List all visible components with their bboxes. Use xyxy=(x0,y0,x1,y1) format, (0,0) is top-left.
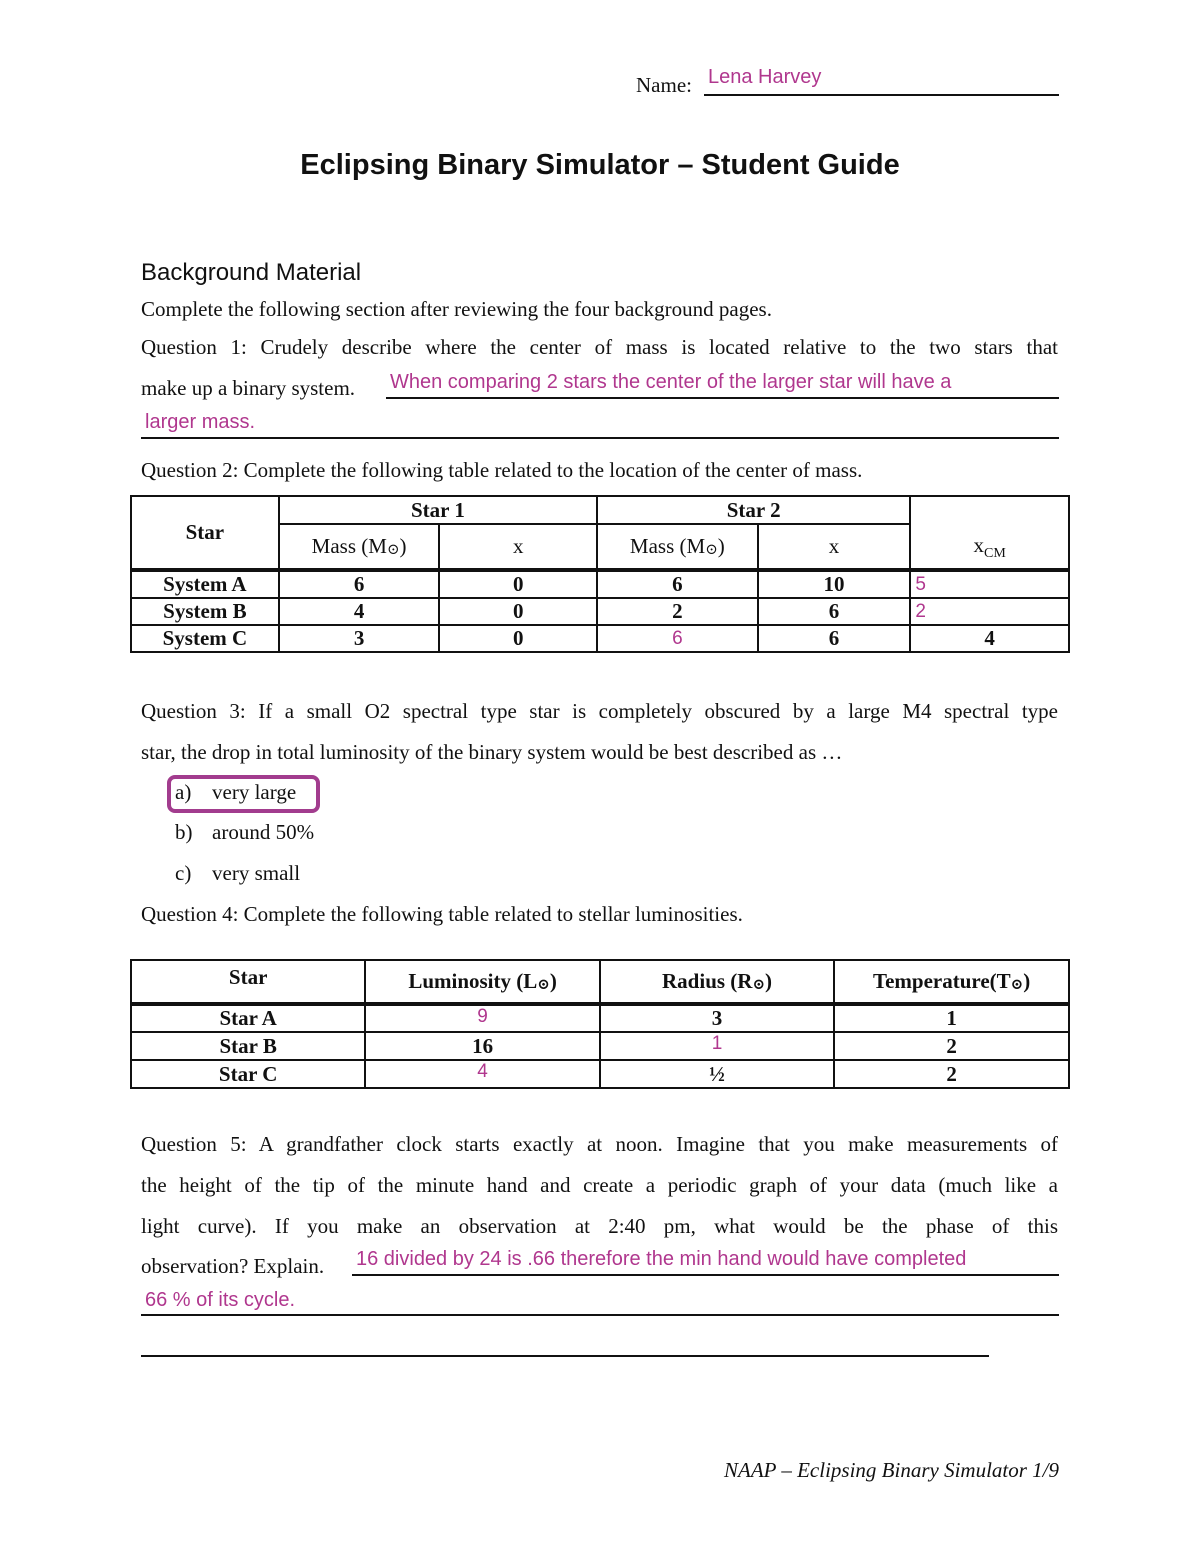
q3-line2: star, the drop in total luminosity of the binary system would be best described as … xyxy=(141,740,843,764)
q5-underline-2 xyxy=(141,1314,1059,1316)
header-star2: Star 2 xyxy=(597,496,910,524)
cell-temperature: 2 xyxy=(834,1032,1069,1060)
cell-xcm-answer[interactable]: 5 xyxy=(910,570,1069,598)
row-name: Star A xyxy=(131,1004,365,1032)
cell-m2: 6 xyxy=(597,570,758,598)
table-row xyxy=(131,570,1069,598)
header-xcm: $x_{CM}$ xyxy=(910,496,1069,570)
option-b[interactable]: b) around 50% xyxy=(175,820,315,844)
q5-line1: Question 5: A grandfather clock starts exactly at noon. Imagine that you make measurements of xyxy=(141,1132,1058,1156)
q1-line1: Question 1: Crudely describe where the center of mass is located relative to the two stars that xyxy=(141,335,1058,359)
cell-xcm-answer[interactable]: 2 xyxy=(910,598,1069,625)
name-underline xyxy=(704,94,1059,96)
cell-radius: ½ xyxy=(600,1060,834,1088)
page-title: Eclipsing Binary Simulator – Student Guide xyxy=(300,149,900,181)
table-row xyxy=(131,1032,1069,1060)
q3-line1: Question 3: If a small O2 spectral type star is completely obscured by a large M4 spectral type xyxy=(141,699,1058,723)
q1-line2: make up a binary system. xyxy=(141,376,356,400)
cell-m2-answer[interactable]: 6 xyxy=(597,625,758,652)
cell-radius-answer[interactable]: 1 xyxy=(600,1032,834,1060)
header-mass-2: Mass (M⊙) xyxy=(597,524,758,570)
header-luminosity: Luminosity (L⊙) xyxy=(365,960,600,1004)
q5-line3: light curve). If you make an observation at 2:40 pm, what would be the phase of this xyxy=(141,1214,1058,1238)
cell-x1: 0 xyxy=(439,625,597,652)
q4-prompt: Question 4: Complete the following table related to stellar luminosities. xyxy=(141,902,743,926)
q5-answer-line1[interactable]: 16 divided by 24 is .66 therefore the min hand would have completed xyxy=(356,1248,967,1270)
header-star: Star xyxy=(131,496,279,570)
q2-prompt: Question 2: Complete the following table related to the location of the center of mass. xyxy=(141,458,863,482)
row-name: Star B xyxy=(131,1032,365,1060)
option-a[interactable]: a) very large xyxy=(175,780,297,804)
header-temperature: Temperature(T⊙) xyxy=(834,960,1069,1004)
cell-m1: 3 xyxy=(279,625,440,652)
cell-luminosity-answer[interactable]: 4 xyxy=(365,1060,600,1088)
cell-x2: 6 xyxy=(758,598,911,625)
q5-line4: observation? Explain. xyxy=(141,1254,325,1278)
section-heading: Background Material xyxy=(141,259,362,286)
cell-temperature: 2 xyxy=(834,1060,1069,1088)
table-row xyxy=(131,598,1069,625)
row-name: System A xyxy=(131,570,279,598)
cell-x1: 0 xyxy=(439,598,597,625)
name-value[interactable]: Lena Harvey xyxy=(708,66,822,88)
cell-m1: 4 xyxy=(279,598,440,625)
q5-line2: the height of the tip of the minute hand and create a periodic graph of your data (much like a xyxy=(141,1173,1058,1197)
q5-answer-line2[interactable]: 66 % of its cycle. xyxy=(145,1289,296,1311)
cell-x1: 0 xyxy=(439,570,597,598)
table-row xyxy=(131,625,1069,652)
q1-answer-line1[interactable]: When comparing 2 stars the center of the larger star will have a xyxy=(390,371,952,393)
q1-underline-1 xyxy=(386,397,1059,399)
header-mass-1: Mass (M⊙) xyxy=(279,524,440,570)
cell-x2: 6 xyxy=(758,625,911,652)
row-name: System B xyxy=(131,598,279,625)
header-x-2: x xyxy=(758,524,911,570)
cell-temperature: 1 xyxy=(834,1004,1069,1032)
name-label: Name: xyxy=(636,73,692,97)
cell-m2: 2 xyxy=(597,598,758,625)
cell-luminosity: 16 xyxy=(365,1032,600,1060)
row-name: Star C xyxy=(131,1060,365,1088)
q5-underline-3 xyxy=(141,1355,989,1357)
row-name: System C xyxy=(131,625,279,652)
cell-radius: 3 xyxy=(600,1004,834,1032)
page-footer: NAAP – Eclipsing Binary Simulator 1/9 xyxy=(723,1458,1059,1482)
header-star1: Star 1 xyxy=(279,496,597,524)
header-radius: Radius (R⊙) xyxy=(600,960,834,1004)
intro-text: Complete the following section after reviewing the four background pages. xyxy=(141,297,772,321)
cell-m1: 6 xyxy=(279,570,440,598)
option-c[interactable]: c) very small xyxy=(175,861,301,885)
cell-luminosity-answer[interactable]: 9 xyxy=(365,1004,600,1032)
q5-underline-1 xyxy=(352,1274,1059,1276)
table-row xyxy=(131,1060,1069,1088)
table-row xyxy=(131,1004,1069,1032)
center-of-mass-table xyxy=(130,495,1070,653)
q1-underline-2 xyxy=(141,437,1059,439)
header-x-1: x xyxy=(439,524,597,570)
q1-answer-line2[interactable]: larger mass. xyxy=(145,411,256,433)
header-star: Star xyxy=(131,960,365,1004)
cell-xcm: 4 xyxy=(910,625,1069,652)
cell-x2: 10 xyxy=(758,570,911,598)
luminosity-table xyxy=(130,959,1070,1089)
